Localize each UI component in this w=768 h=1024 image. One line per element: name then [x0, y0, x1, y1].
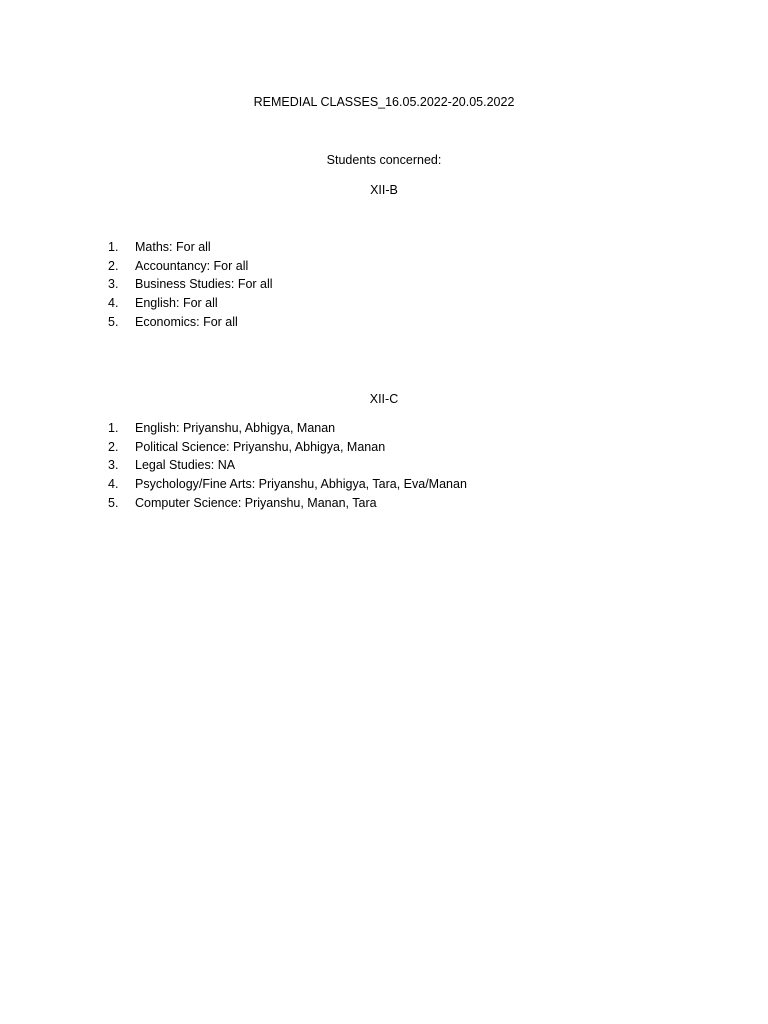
list-item: [108, 257, 273, 276]
list-number: 2.: [108, 258, 119, 273]
list-item: [108, 475, 467, 494]
list-item: [108, 419, 467, 438]
list-text: Accountancy: For all: [135, 258, 249, 273]
list-number: 3.: [108, 277, 119, 292]
list-item: [108, 456, 467, 475]
list-text: Computer Science: Priyanshu, Manan, Tara: [135, 495, 377, 510]
list-item: [108, 438, 467, 457]
list-number: 2.: [108, 439, 119, 454]
list-number: 5.: [108, 495, 119, 510]
students-concerned-label: Students concerned:: [326, 153, 442, 167]
list-text: Economics: For all: [135, 314, 238, 329]
list-text: Psychology/Fine Arts: Priyanshu, Abhigya, Tara, Eva/Manan: [135, 477, 467, 492]
list-text: English: Priyanshu, Abhigya, Manan: [135, 421, 336, 435]
list-text: English: For all: [135, 296, 218, 311]
list-text: Business Studies: For all: [135, 277, 273, 292]
list-item: [108, 238, 273, 257]
list-number: 4.: [108, 296, 119, 311]
list-item: [108, 494, 467, 513]
list-number: 4.: [108, 477, 119, 492]
list-item: [108, 275, 273, 294]
list-text: Legal Studies: NA: [135, 458, 236, 473]
list-item: [108, 294, 273, 313]
list-item: [108, 313, 273, 332]
xii-b-subject-list: [108, 238, 273, 331]
list-text: Political Science: Priyanshu, Abhigya, Manan: [135, 439, 386, 454]
xii-c-subject-list: [108, 419, 467, 512]
list-text: Maths: For all: [135, 240, 211, 254]
list-number: 1.: [108, 421, 119, 435]
list-number: 5.: [108, 314, 119, 329]
section-heading-xii-b: XII-B: [370, 183, 398, 197]
document-title: REMEDIAL CLASSES_16.05.2022-20.05.2022: [253, 95, 515, 109]
list-number: 1.: [108, 240, 119, 254]
section-heading-xii-c: XII-C: [369, 392, 399, 406]
list-number: 3.: [108, 458, 119, 473]
